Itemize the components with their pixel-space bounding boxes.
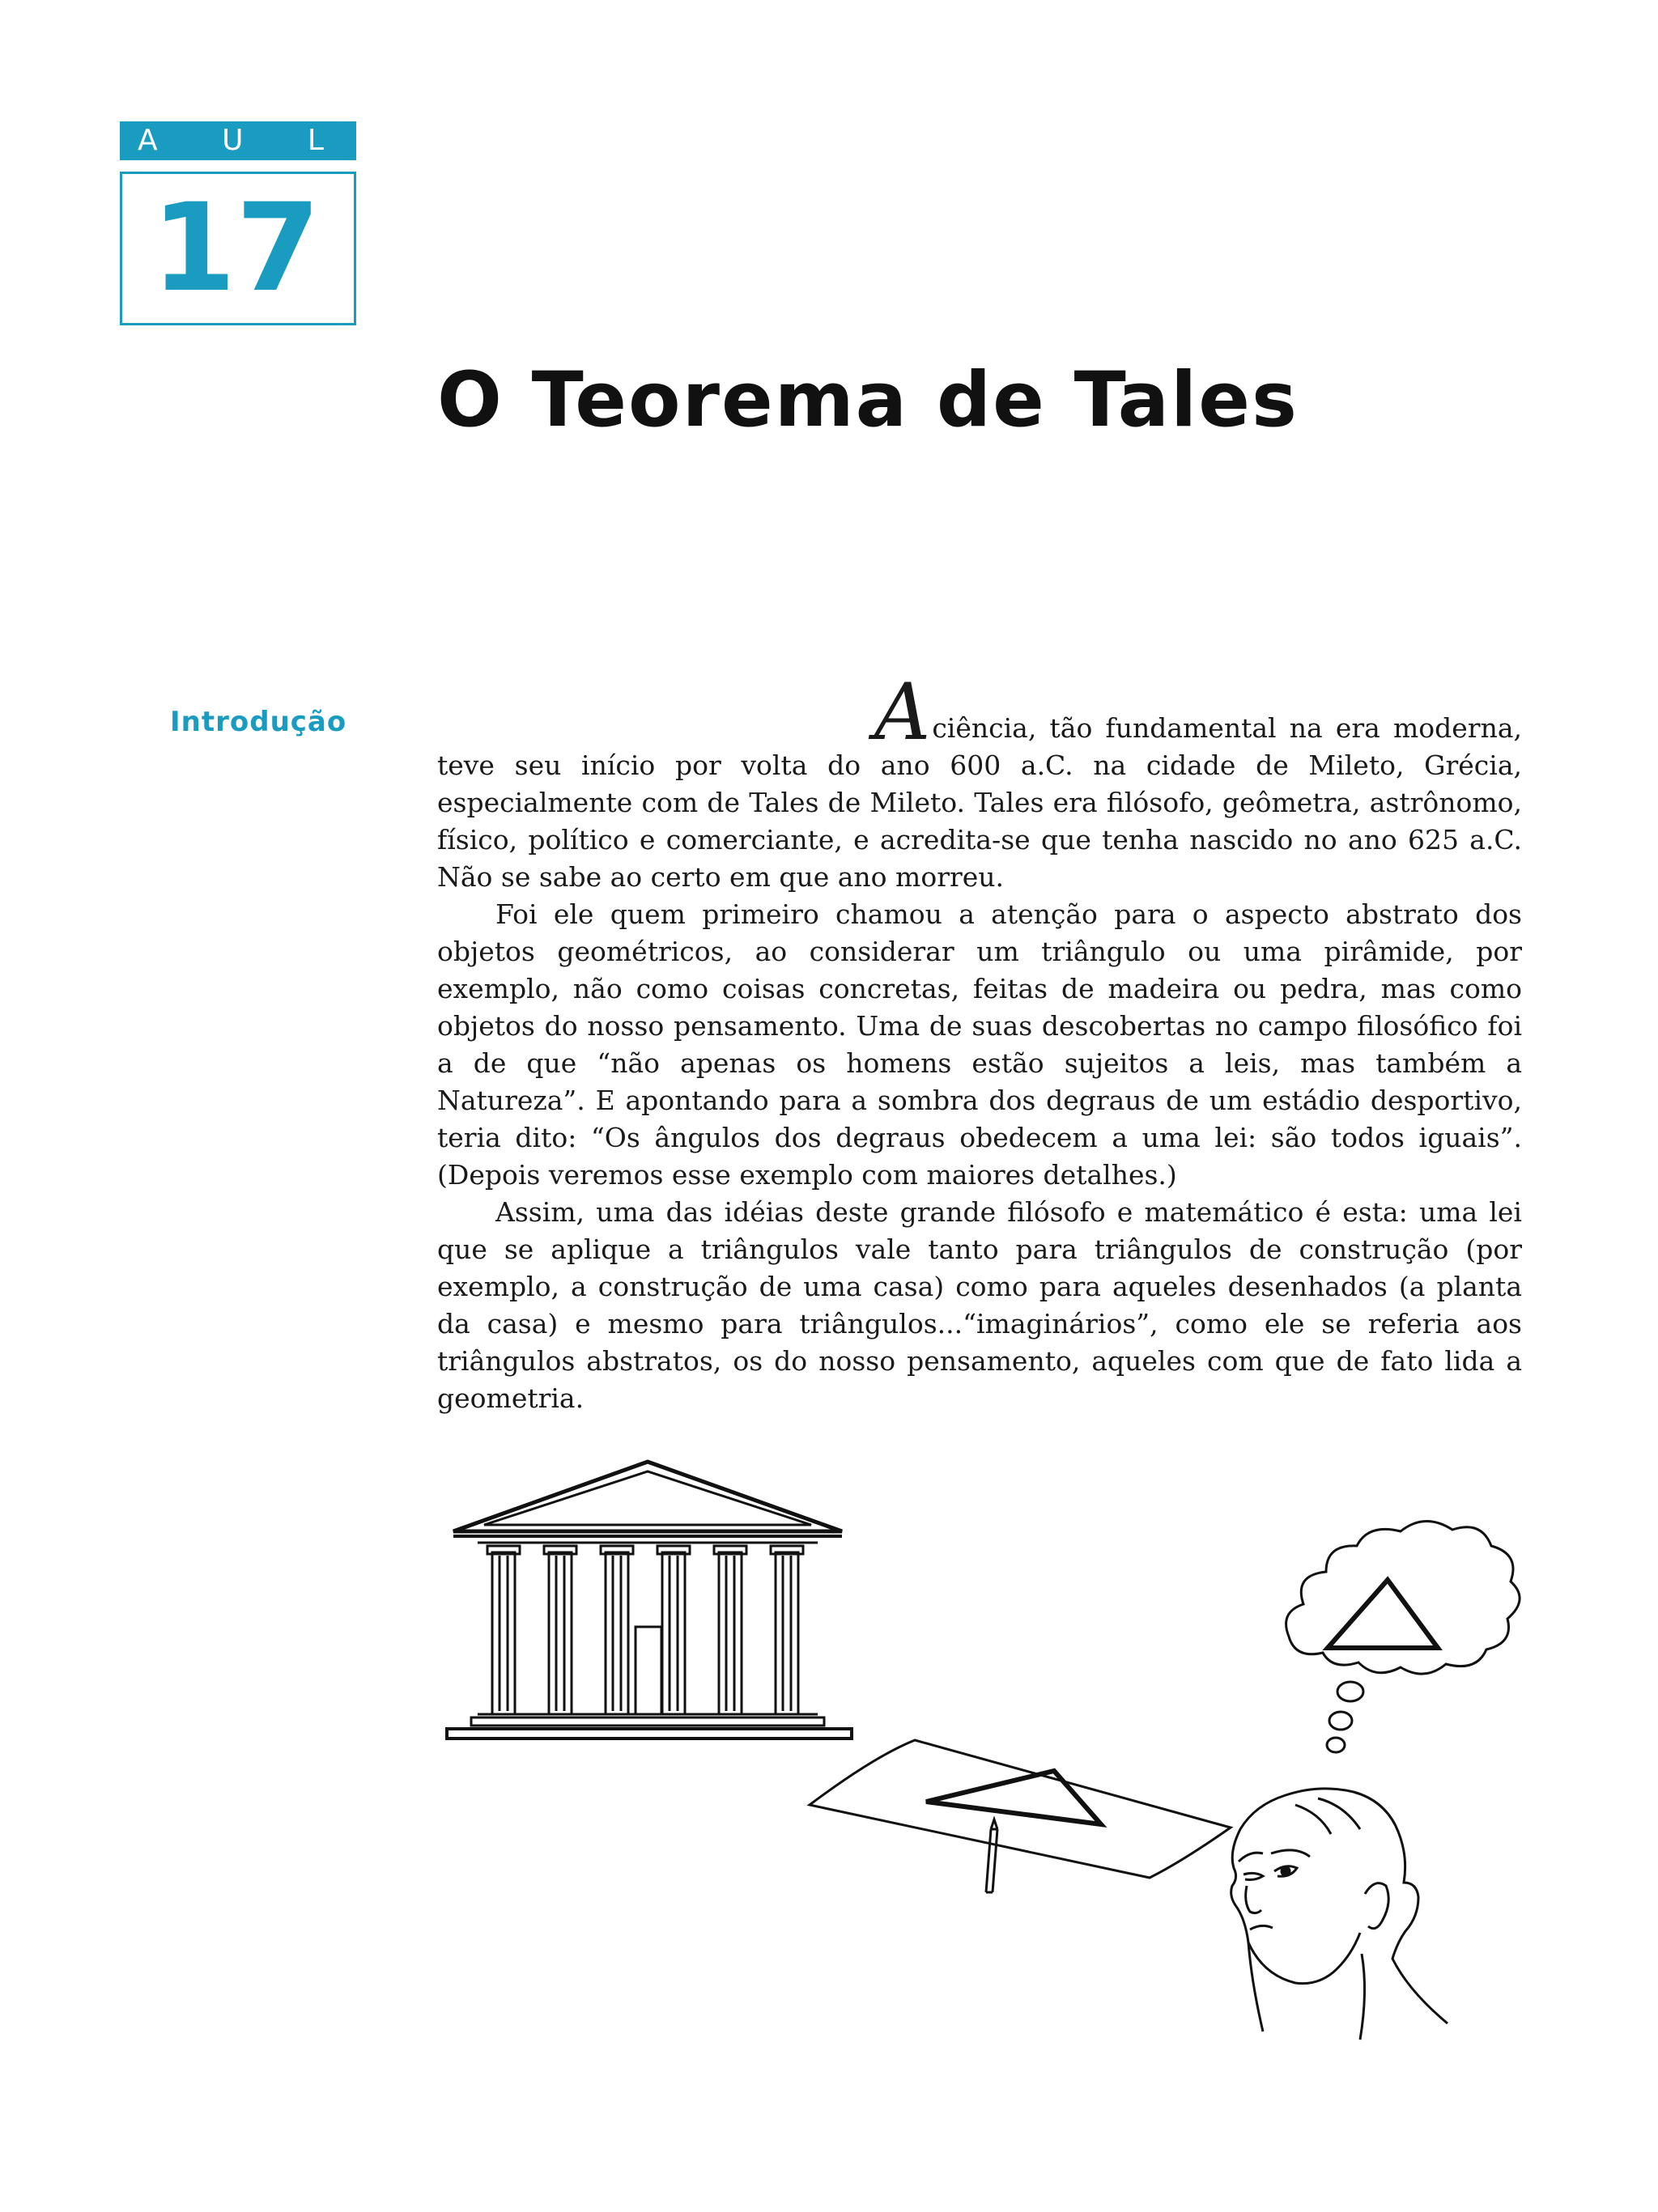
intro-body bbox=[437, 667, 1522, 1417]
section-label-introduction: Introdução bbox=[170, 706, 347, 738]
drop-cap: A bbox=[874, 667, 931, 758]
pencil-icon bbox=[986, 1819, 997, 1892]
paragraph-1 bbox=[437, 667, 1522, 896]
lesson-badge bbox=[120, 121, 356, 324]
thought-bubble-icon bbox=[1286, 1521, 1520, 1752]
lesson-label: A U L A bbox=[120, 121, 356, 160]
lesson-number: 17 bbox=[120, 172, 356, 325]
page-title: O Teorema de Tales bbox=[437, 356, 1299, 444]
thales-illustration bbox=[437, 1424, 1522, 2056]
paragraph-1-text: ciência, tão fundamental na era moderna, teve seu início por volta do ano 600 a.C. na cidade de Mileto, Grécia, especialmente com de Tales de Mileto. Tales era filósofo, geômetra, astrônomo, físico, político e comerciante, e acredita-se que tenha nascido no ano 625 a.C. Não se sabe ao certo em que ano morreu. bbox=[437, 712, 1522, 893]
triangle-drawing-on-paper-icon bbox=[810, 1740, 1231, 1878]
greek-temple-icon bbox=[447, 1462, 852, 1739]
paragraph-2: Foi ele quem primeiro chamou a atenção para o aspecto abstrato dos objetos geométricos, ao considerar um triângulo ou uma pirâmide, por exemplo, não como coisas concretas, feitas de madeira ou pedra, mas como objetos do nosso pensamento. Uma de suas descobertas no campo filosófico foi a de que “não apenas os homens estão sujeitos a leis, mas também a Natureza”. E apontando para a sombra dos degraus de um estádio desportivo, teria dito: “Os ângulos dos degraus obedecem a uma lei: são todos iguais”. (Depois veremos esse exemplo com maiores detalhes.) bbox=[437, 898, 1522, 1191]
thinking-man-icon bbox=[1231, 1789, 1448, 2040]
paragraph-3: Assim, uma das idéias deste grande filósofo e matemático é esta: uma lei que se aplique a triângulos vale tanto para triângulos de construção (por exemplo, a construção de uma casa) como para aqueles desenhados (a planta da casa) e mesmo para triângulos...“imaginários”, como ele se referia aos triângulos abstratos, os do nosso pensamento, aqueles com que de fato lida a geometria. bbox=[437, 1196, 1522, 1414]
